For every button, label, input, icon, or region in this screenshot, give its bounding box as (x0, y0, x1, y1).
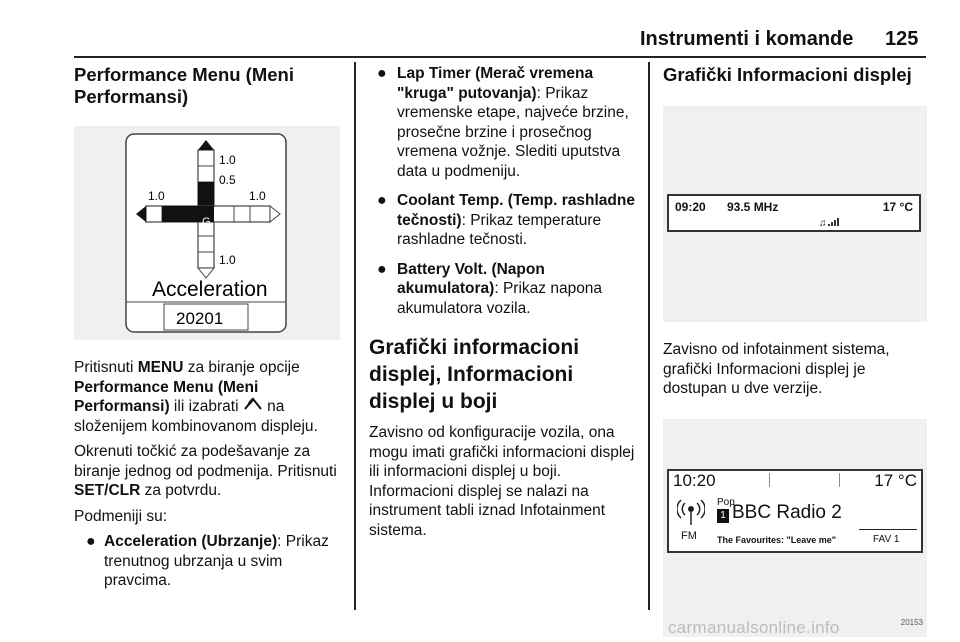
list-item: ● Lap Timer (Merač vremena "kruga" putovanja): Prikaz vremenske etape, najveće brzine, prosečne brzine i prosečnog vremena vožnje. Slediti uputstva data u podmeniju. (377, 65, 629, 180)
preset-number-badge: 1 (717, 509, 729, 523)
lcd-display-2 (667, 469, 923, 553)
display-station: BBC Radio 2 (732, 501, 842, 523)
display-time: 09:20 (675, 200, 706, 214)
section-heading-graphic-display: Grafički informacioni displej, Informacioni displej u boji (369, 336, 580, 413)
header-title: Instrumenti i komande (640, 28, 854, 50)
favourite-tab (859, 529, 917, 545)
section-heading-graphic-info: Grafički Informacioni displej (663, 64, 912, 85)
display-figure-1 (663, 106, 927, 322)
acceleration-title: Acceleration (152, 278, 268, 301)
label-bottom: 1.0 (219, 253, 236, 267)
label-left: 1.0 (148, 189, 165, 203)
figure-code: 20153 (900, 618, 923, 627)
paragraph-submenus: Podmeniji su: (74, 507, 168, 525)
display-band: FM (681, 529, 697, 542)
label-right: 1.0 (249, 189, 266, 203)
paragraph-menu: Pritisnuti MENU za biranje opcije Performance Menu (Meni Performansi) ili izabrati na složenijem kombinovanom displeju. (74, 359, 318, 435)
display-frequency: 93.5 MHz (727, 200, 779, 214)
flag-checkered-icon (243, 397, 263, 417)
display-figure-2 (663, 419, 927, 637)
paragraph-knob: Okrenuti točkić za podešavanje za biranje jednog od podmenija. Pritisnuti SET/CLR za potvrdu. (74, 443, 337, 500)
display-genre: Pop (717, 496, 735, 508)
acceleration-value: 20201 (176, 309, 224, 328)
section-heading-performance-menu: Performance Menu (Meni Performansi) (74, 64, 294, 107)
display-divider (769, 473, 770, 487)
list-item: ● Battery Volt. (Napon akumulatora): Prikaz napona akumulatora vozila. (377, 260, 603, 317)
watermark: carmanualsonline.info (668, 618, 840, 637)
label-inner: 0.5 (219, 173, 236, 187)
column-divider-2 (648, 62, 650, 610)
list-item: ● Coolant Temp. (Temp. rashladne tečnosti): Prikaz temperature rashladne tečnosti. (377, 192, 635, 248)
column-2 (369, 64, 637, 546)
list-item: ● Acceleration (Ubrzanje): Prikaz trenutnog ubrzanja u svim pravcima. (86, 533, 329, 590)
acceleration-display-illustration (74, 126, 340, 340)
label-top: 1.0 (219, 153, 236, 167)
music-signal-icon: ♫ (819, 214, 841, 234)
radio-antenna-icon (677, 497, 705, 531)
paragraph-display-intro: Zavisno od konfiguracije vozila, ona mogu imati grafički informacioni displej ili informacioni displej u boji. Informacioni displej se nalazi na instrument tabli iznad Infotainment sistema. (369, 424, 635, 539)
paragraph-versions: Zavisno od infotainment sistema, grafički Informacioni displej je dostupan u dve verzije. (663, 341, 890, 397)
page-number: 125 (885, 28, 919, 50)
acceleration-figure (74, 126, 340, 340)
display-temperature: 17 °C (874, 470, 917, 490)
favourite-label: FAV 1 (873, 533, 900, 545)
display-time: 10:20 (673, 470, 716, 490)
lcd-display-1 (667, 194, 921, 232)
display-rds-text: The Favourites: "Leave me" (717, 534, 837, 545)
column-3 (663, 64, 927, 637)
display-divider (839, 473, 840, 487)
column-1 (74, 64, 342, 601)
header-rule (74, 56, 926, 58)
column-divider-1 (354, 62, 356, 610)
label-center: G (202, 216, 211, 228)
display-temperature: 17 °C (882, 200, 913, 214)
